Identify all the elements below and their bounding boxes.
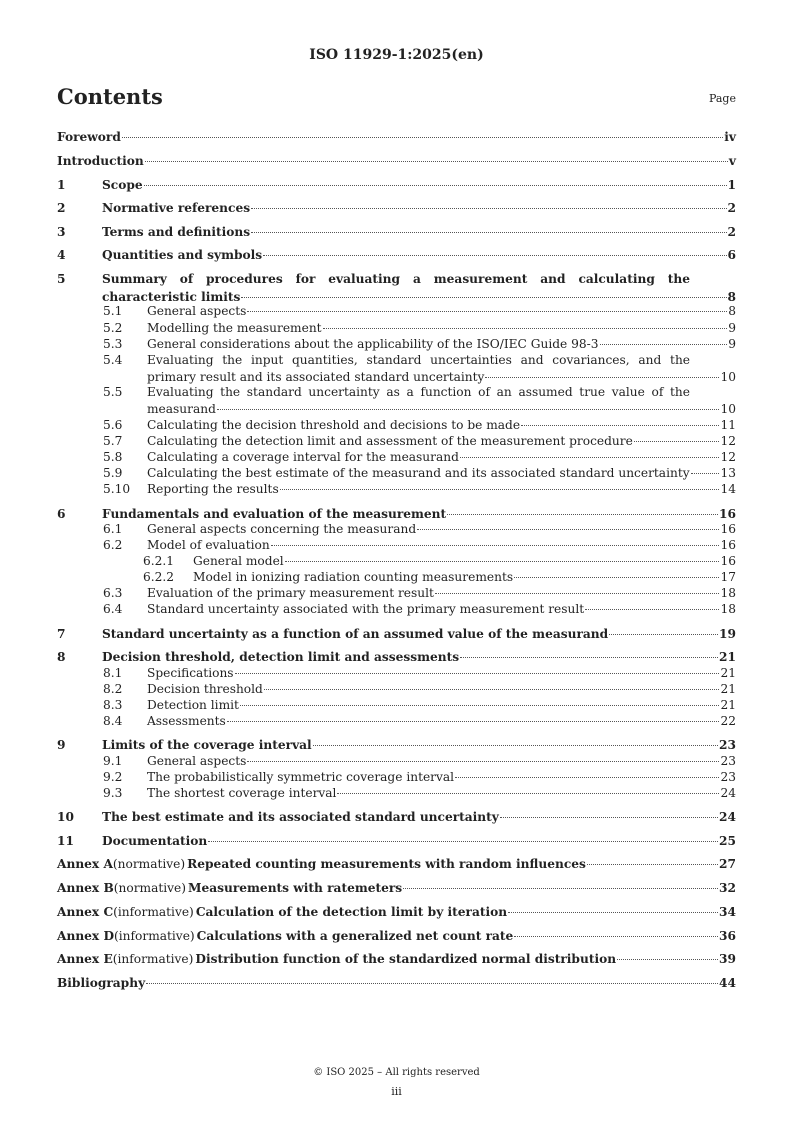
toc-entry-title: Normative references	[102, 201, 251, 215]
toc-entry-title: Reporting the results	[147, 482, 279, 496]
toc-page-number: 39	[719, 952, 736, 966]
toc-entry-title-line2: characteristic limits	[102, 290, 241, 304]
toc-page-number: 9	[728, 321, 736, 335]
toc-page-number: v	[728, 154, 736, 168]
toc-page-number: 24	[720, 786, 736, 800]
dot-leader	[587, 864, 718, 865]
toc-entry[interactable]	[147, 586, 736, 601]
toc-entry-title: Distribution function of the standardized normal distribution	[195, 952, 617, 966]
dot-leader	[460, 657, 718, 658]
toc-entry[interactable]	[102, 738, 736, 753]
toc-entry[interactable]	[102, 650, 736, 665]
toc-entry-number: 8.4	[103, 714, 123, 728]
toc-entry-number: 5.10	[103, 482, 131, 496]
toc-entry-number: 6.1	[103, 522, 123, 536]
toc-page-number: 2	[727, 201, 736, 215]
toc-page-number: 21	[720, 666, 736, 680]
toc-entry[interactable]	[147, 434, 736, 449]
toc-page-number: 34	[719, 905, 736, 919]
toc-entry-title: General aspects concerning the measurand	[147, 522, 417, 536]
toc-entry-annex[interactable]	[57, 929, 736, 944]
dot-leader	[600, 344, 728, 345]
toc-entry[interactable]	[147, 522, 736, 537]
toc-page-number: 21	[719, 650, 736, 664]
toc-page-number: 9	[728, 337, 736, 351]
annex-label: Annex B	[57, 881, 114, 895]
dot-leader	[691, 473, 720, 474]
toc-entry-number: 8.3	[103, 698, 123, 712]
dot-leader	[609, 634, 718, 635]
dot-leader	[280, 489, 720, 490]
toc-page-number: 25	[719, 834, 736, 848]
toc-entry-title: The probabilistically symmetric coverage interval	[147, 770, 455, 784]
toc-entry-number: 5.2	[103, 321, 123, 335]
toc-entry[interactable]	[147, 754, 736, 769]
toc-page-number: 8	[727, 290, 736, 304]
dot-leader	[447, 514, 718, 515]
toc-page-number: 22	[720, 714, 736, 728]
dot-leader	[460, 457, 720, 458]
toc-page-number: 16	[720, 554, 736, 568]
toc-entry-title: Assessments	[147, 714, 226, 728]
toc-entry[interactable]	[102, 248, 736, 263]
toc-entry-number: 4	[57, 248, 66, 262]
toc-entry[interactable]	[147, 714, 736, 729]
dot-leader	[122, 137, 723, 138]
dot-leader	[144, 185, 727, 186]
toc-page-number: 36	[719, 929, 736, 943]
toc-page-number: 16	[719, 507, 736, 521]
dot-leader	[264, 689, 720, 690]
toc-page-number: 18	[720, 586, 736, 600]
toc-entry-number: 5.7	[103, 434, 123, 448]
toc-entry[interactable]	[147, 337, 736, 352]
dot-leader	[217, 409, 720, 410]
toc-entry-number: 11	[57, 834, 74, 848]
toc-entry[interactable]	[57, 154, 736, 169]
toc-entry-number: 8.2	[103, 682, 123, 696]
toc-entry-title: Standard uncertainty associated with the primary measurement result	[147, 602, 585, 616]
toc-entry-title: Bibliography	[57, 976, 146, 990]
toc-entry-number: 2	[57, 201, 66, 215]
dot-leader	[485, 377, 719, 378]
toc-entry[interactable]	[147, 786, 736, 801]
document-header: ISO 11929-1:2025(en)	[309, 47, 484, 63]
toc-page-number: 23	[720, 754, 736, 768]
toc-entry[interactable]	[57, 130, 736, 145]
toc-entry-title: Introduction	[57, 154, 144, 168]
toc-entry-number: 6.2	[103, 538, 123, 552]
toc-page-number: 32	[719, 881, 736, 895]
toc-entry-number: 5	[57, 272, 66, 286]
toc-entry-title: Evaluation of the primary measurement result	[147, 586, 434, 600]
annex-kind: (informative)	[114, 929, 195, 943]
toc-entry[interactable]	[147, 402, 736, 417]
dot-leader	[403, 888, 718, 889]
toc-entry[interactable]	[147, 304, 736, 319]
toc-page-number: 10	[720, 370, 736, 384]
toc-entry[interactable]	[102, 810, 736, 825]
dot-leader	[145, 161, 728, 162]
dot-leader	[285, 561, 720, 562]
dot-leader	[235, 673, 720, 674]
toc-page-number: 18	[720, 602, 736, 616]
toc-entry-number: 10	[57, 810, 74, 824]
dot-leader	[617, 959, 718, 960]
toc-page-number: 23	[720, 770, 736, 784]
toc-entry[interactable]	[147, 666, 736, 681]
dot-leader	[521, 425, 719, 426]
annex-label: Annex D	[57, 929, 115, 943]
toc-entry-title-line1[interactable]: Summary of procedures for evaluating a measurement and calculating the	[102, 272, 690, 286]
toc-entry-number: 5.8	[103, 450, 123, 464]
toc-entry-number: 9.1	[103, 754, 123, 768]
toc-entry-title: Limits of the coverage interval	[102, 738, 312, 752]
toc-entry-title: Standard uncertainty as a function of an assumed value of the measurand	[102, 627, 609, 641]
toc-entry-number: 5.1	[103, 304, 123, 318]
toc-entry-title: Specifications	[147, 666, 234, 680]
toc-page-number: 8	[728, 304, 736, 318]
annex-label: Annex A	[57, 857, 113, 871]
dot-leader	[514, 936, 718, 937]
toc-entry-title: Foreword	[57, 130, 121, 144]
dot-leader	[455, 777, 719, 778]
toc-entry-title: General aspects	[147, 754, 247, 768]
toc-entry-title: Calculating a coverage interval for the measurand	[147, 450, 459, 464]
toc-entry-title: General aspects	[147, 304, 247, 318]
toc-page-number: 13	[720, 466, 736, 480]
toc-entry[interactable]	[102, 834, 736, 849]
toc-entry-number: 6	[57, 507, 66, 521]
toc-entry[interactable]	[147, 482, 736, 497]
dot-leader	[417, 529, 719, 530]
toc-page-number: 11	[720, 418, 736, 432]
toc-entry[interactable]	[102, 627, 736, 642]
toc-entry-title: Repeated counting measurements with random influences	[187, 857, 586, 871]
toc-entry-number: 7	[57, 627, 66, 641]
toc-page-number: 12	[720, 450, 736, 464]
toc-entry-title: Decision threshold	[147, 682, 263, 696]
toc-entry-title: Calculations with a generalized net count rate	[196, 929, 514, 943]
toc-entry-title: The shortest coverage interval	[147, 786, 337, 800]
toc-entry[interactable]	[147, 321, 736, 336]
toc-page-number: 24	[719, 810, 736, 824]
toc-entry[interactable]	[147, 466, 736, 481]
toc-page-number: iv	[724, 130, 736, 144]
toc-entry-title: Calculating the decision threshold and decisions to be made	[147, 418, 521, 432]
dot-leader	[435, 593, 720, 594]
dot-leader	[240, 705, 720, 706]
dot-leader	[585, 609, 719, 610]
toc-entry-title: The best estimate and its associated standard uncertainty	[102, 810, 499, 824]
toc-entry-annex[interactable]	[57, 952, 736, 967]
toc-entry[interactable]	[193, 570, 736, 585]
dot-leader	[508, 912, 718, 913]
toc-entry-title: Calculating the detection limit and assessment of the measurement procedure	[147, 434, 633, 448]
toc-entry-title-line1[interactable]: Evaluating the standard uncertainty as a function of an assumed true value of the	[147, 385, 690, 399]
toc-entry-title: General model	[193, 554, 284, 568]
toc-page-number: 12	[720, 434, 736, 448]
toc-entry-title: Terms and definitions	[102, 225, 251, 239]
toc-entry-number: 9.3	[103, 786, 123, 800]
toc-entry[interactable]	[102, 225, 736, 240]
toc-entry[interactable]	[147, 538, 736, 553]
toc-entry-title: Quantities and symbols	[102, 248, 263, 262]
toc-entry-number: 5.9	[103, 466, 123, 480]
dot-leader	[251, 208, 726, 209]
dot-leader	[323, 328, 728, 329]
toc-page-number: 14	[720, 482, 736, 496]
copyright-notice: © ISO 2025 – All rights reserved	[313, 1067, 480, 1078]
toc-entry-title: Documentation	[102, 834, 208, 848]
toc-entry-annex[interactable]	[57, 857, 736, 872]
toc-entry-annex[interactable]	[57, 905, 736, 920]
annex-kind: (normative)	[113, 881, 186, 895]
toc-page-number: 1	[727, 178, 736, 192]
toc-entry-title: Fundamentals and evaluation of the measurement	[102, 507, 447, 521]
toc-entry-number: 5.5	[103, 385, 123, 399]
toc-page-number: 16	[720, 522, 736, 536]
toc-entry-title: Detection limit	[147, 698, 239, 712]
toc-entry-number: 8	[57, 650, 66, 664]
dot-leader	[514, 577, 719, 578]
toc-entry[interactable]	[147, 450, 736, 465]
toc-entry-title: General considerations about the applicability of the ISO/IEC Guide 98-3	[147, 337, 599, 351]
toc-entry-number: 9	[57, 738, 66, 752]
toc-entry-title: Modelling the measurement	[147, 321, 322, 335]
toc-entry-number: 8.1	[103, 666, 123, 680]
toc-entry-title: Measurements with ratemeters	[188, 881, 403, 895]
dot-leader	[337, 793, 719, 794]
dot-leader	[227, 721, 720, 722]
toc-entry-title: Scope	[102, 178, 143, 192]
toc-entry-number: 6.2.1	[143, 554, 175, 568]
toc-entry[interactable]	[147, 418, 736, 433]
toc-page-number: 2	[727, 225, 736, 239]
toc-entry[interactable]	[193, 554, 736, 569]
toc-entry-title-line1[interactable]: Evaluating the input quantities, standard uncertainties and covariances, and the	[147, 353, 690, 367]
dot-leader	[634, 441, 720, 442]
dot-leader	[271, 545, 720, 546]
toc-page-number: 21	[720, 698, 736, 712]
toc-entry-title: Model in ionizing radiation counting measurements	[193, 570, 514, 584]
toc-entry[interactable]	[102, 201, 736, 216]
toc-entry-title: Model of evaluation	[147, 538, 270, 552]
toc-entry[interactable]	[102, 290, 736, 305]
toc-entry-title-line2: measurand	[147, 402, 216, 416]
annex-label: Annex E	[57, 952, 113, 966]
toc-page-number: 19	[719, 627, 736, 641]
toc-entry-number: 5.6	[103, 418, 123, 432]
dot-leader	[247, 761, 719, 762]
toc-page-number: 6	[727, 248, 736, 262]
annex-label: Annex C	[57, 905, 114, 919]
toc-entry-title: Decision threshold, detection limit and assessments	[102, 650, 460, 664]
dot-leader	[251, 232, 726, 233]
toc-entry-number: 1	[57, 178, 66, 192]
dot-leader	[241, 297, 726, 298]
toc-entry[interactable]	[57, 976, 736, 991]
toc-page-number: 27	[719, 857, 736, 871]
toc-entry-title: Calculation of the detection limit by iteration	[195, 905, 508, 919]
toc-page-number: 16	[720, 538, 736, 552]
toc-entry-number: 6.2.2	[143, 570, 175, 584]
annex-kind: (informative)	[113, 905, 194, 919]
toc-page-number: 17	[720, 570, 736, 584]
toc-page-number: 23	[719, 738, 736, 752]
dot-leader	[500, 817, 718, 818]
toc-page-number: 21	[720, 682, 736, 696]
toc-entry-number: 6.4	[103, 602, 123, 616]
page-number: iii	[391, 1085, 402, 1098]
toc-entry-number: 6.3	[103, 586, 123, 600]
toc-entry-annex[interactable]	[57, 881, 736, 896]
toc-entry-number: 5.3	[103, 337, 123, 351]
toc-entry[interactable]	[147, 682, 736, 697]
dot-leader	[313, 745, 718, 746]
annex-kind: (informative)	[112, 952, 194, 966]
toc-entry-number: 9.2	[103, 770, 123, 784]
page-title: Contents	[57, 84, 163, 109]
dot-leader	[263, 255, 726, 256]
toc-page-number: 44	[719, 976, 736, 990]
dot-leader	[146, 983, 718, 984]
toc-entry[interactable]	[147, 770, 736, 785]
toc-entry[interactable]	[147, 370, 736, 385]
dot-leader	[247, 311, 727, 312]
toc-entry-title: Calculating the best estimate of the measurand and its associated standard uncertainty	[147, 466, 690, 480]
dot-leader	[208, 841, 718, 842]
toc-entry[interactable]	[147, 698, 736, 713]
toc-entry[interactable]	[102, 178, 736, 193]
toc-page-number: 10	[720, 402, 736, 416]
toc-entry-number: 5.4	[103, 353, 123, 367]
toc-entry-number: 3	[57, 225, 66, 239]
toc-entry[interactable]	[102, 507, 736, 522]
toc-entry[interactable]	[147, 602, 736, 617]
toc-entry-title-line2: primary result and its associated standard uncertainty	[147, 370, 485, 384]
page-column-label: Page	[708, 92, 736, 105]
annex-kind: (normative)	[112, 857, 186, 871]
